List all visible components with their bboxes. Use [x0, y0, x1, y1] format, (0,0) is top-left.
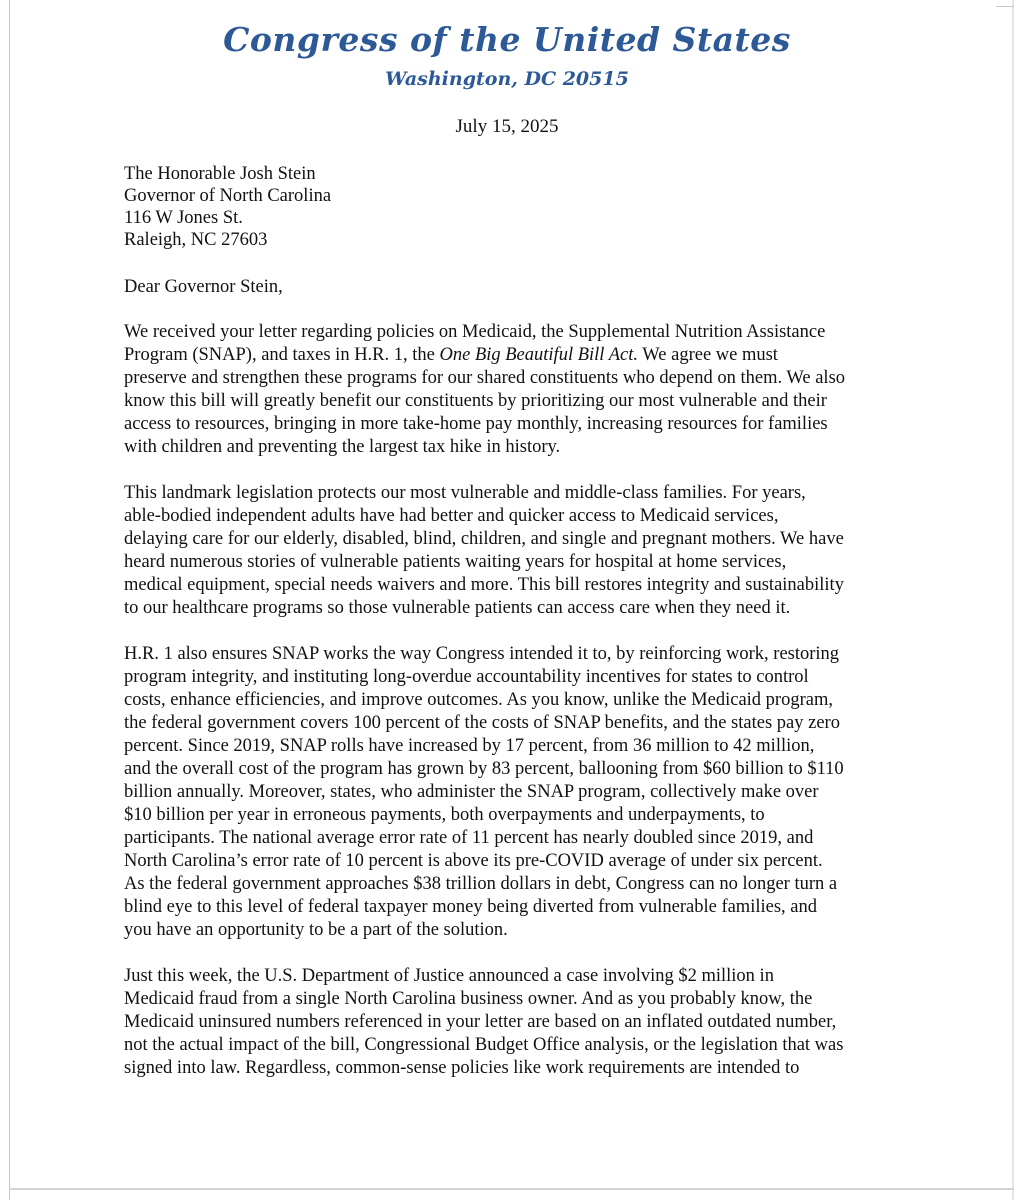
paragraph-line: with children and preventing the largest tax hike in history. — [124, 437, 561, 457]
paragraph-line: North Carolina’s error rate of 10 percent is above its pre-COVID average of under six percent. — [124, 851, 823, 871]
page-border-left — [9, 0, 10, 1200]
paragraph-line: billion annually. Moreover, states, who administer the SNAP program, collectively make over — [124, 782, 819, 802]
letterhead-title: Congress of the United States — [223, 20, 791, 59]
paragraph-line: costs, enhance efficiencies, and improve outcomes. As you know, unlike the Medicaid program, — [124, 690, 833, 710]
paragraph-line: you have an opportunity to be a part of the solution. — [124, 920, 508, 940]
paragraph-line: Just this week, the U.S. Department of Justice announced a case involving $2 million in — [124, 966, 774, 986]
paragraph-line: We received your letter regarding policies on Medicaid, the Supplemental Nutrition Assistance — [124, 322, 826, 342]
paragraph-line: Medicaid fraud from a single North Carolina business owner. And as you probably know, the — [124, 989, 813, 1009]
paragraph-line: heard numerous stories of vulnerable patients waiting years for hospital at home services, — [124, 552, 787, 572]
paragraph-line: preserve and strengthen these programs for our shared constituents who depend on them. We also — [124, 368, 846, 388]
paragraph-line: able-bodied independent adults have had better and quicker access to Medicaid services, — [124, 506, 779, 526]
paragraph-line: access to resources, bringing in more take-home pay monthly, increasing resources for families — [124, 414, 828, 434]
paragraph-line: not the actual impact of the bill, Congressional Budget Office analysis, or the legislation that was — [124, 1035, 844, 1055]
paragraph-line: H.R. 1 also ensures SNAP works the way Congress intended it to, by reinforcing work, restoring — [124, 644, 840, 664]
salutation: Dear Governor Stein, — [124, 277, 283, 297]
recipient-title: Governor of North Carolina — [124, 186, 332, 206]
paragraph-text: We agree we must — [638, 345, 778, 365]
paragraph-line: This landmark legislation protects our most vulnerable and middle-class families. For years, — [124, 483, 806, 503]
paragraph-line: participants. The national average error rate of 11 percent has nearly doubled since 2019, and — [124, 828, 814, 848]
page-border-bottom — [9, 1188, 1014, 1190]
recipient-city: Raleigh, NC 27603 — [124, 230, 268, 250]
recipient-street: 116 W Jones St. — [124, 208, 243, 228]
paragraph-text: Program (SNAP), and taxes in H.R. 1, the — [124, 345, 440, 365]
letterhead-location: Washington, DC 20515 — [385, 68, 629, 90]
paragraph-line — [124, 344, 778, 366]
paragraph-line: signed into law. Regardless, common-sense policies like work requirements are intended to — [124, 1058, 800, 1078]
page-border-top — [996, 6, 1014, 7]
paragraph-line: program integrity, and instituting long-overdue accountability incentives for states to control — [124, 667, 809, 687]
bill-title: One Big Beautiful Bill Act. — [439, 345, 638, 365]
paragraph-line: delaying care for our elderly, disabled, blind, children, and single and pregnant mothers. We have — [124, 529, 844, 549]
paragraph-line: $10 billion per year in erroneous payments, both overpayments and underpayments, to — [124, 805, 765, 825]
paragraph-line: know this bill will greatly benefit our constituents by prioritizing our most vulnerable and their — [124, 391, 827, 411]
paragraph-line: Medicaid uninsured numbers referenced in your letter are based on an inflated outdated number, — [124, 1012, 837, 1032]
paragraph-line: As the federal government approaches $38 trillion dollars in debt, Congress can no longer turn a — [124, 874, 838, 894]
paragraph-line: blind eye to this level of federal taxpayer money being diverted from vulnerable families, and — [124, 897, 817, 917]
paragraph-line: medical equipment, special needs waivers and more. This bill restores integrity and sustainability — [124, 575, 844, 595]
paragraph-line: and the overall cost of the program has grown by 83 percent, ballooning from $60 billion to $110 — [124, 759, 844, 779]
paragraph-line: percent. Since 2019, SNAP rolls have increased by 17 percent, from 36 million to 42 million, — [124, 736, 815, 756]
paragraph-line: the federal government covers 100 percent of the costs of SNAP benefits, and the states pay zero — [124, 713, 840, 733]
paragraph-line: to our healthcare programs so those vulnerable patients can access care when they need it. — [124, 598, 791, 618]
recipient-name: The Honorable Josh Stein — [124, 164, 316, 184]
letter-date: July 15, 2025 — [455, 116, 559, 137]
